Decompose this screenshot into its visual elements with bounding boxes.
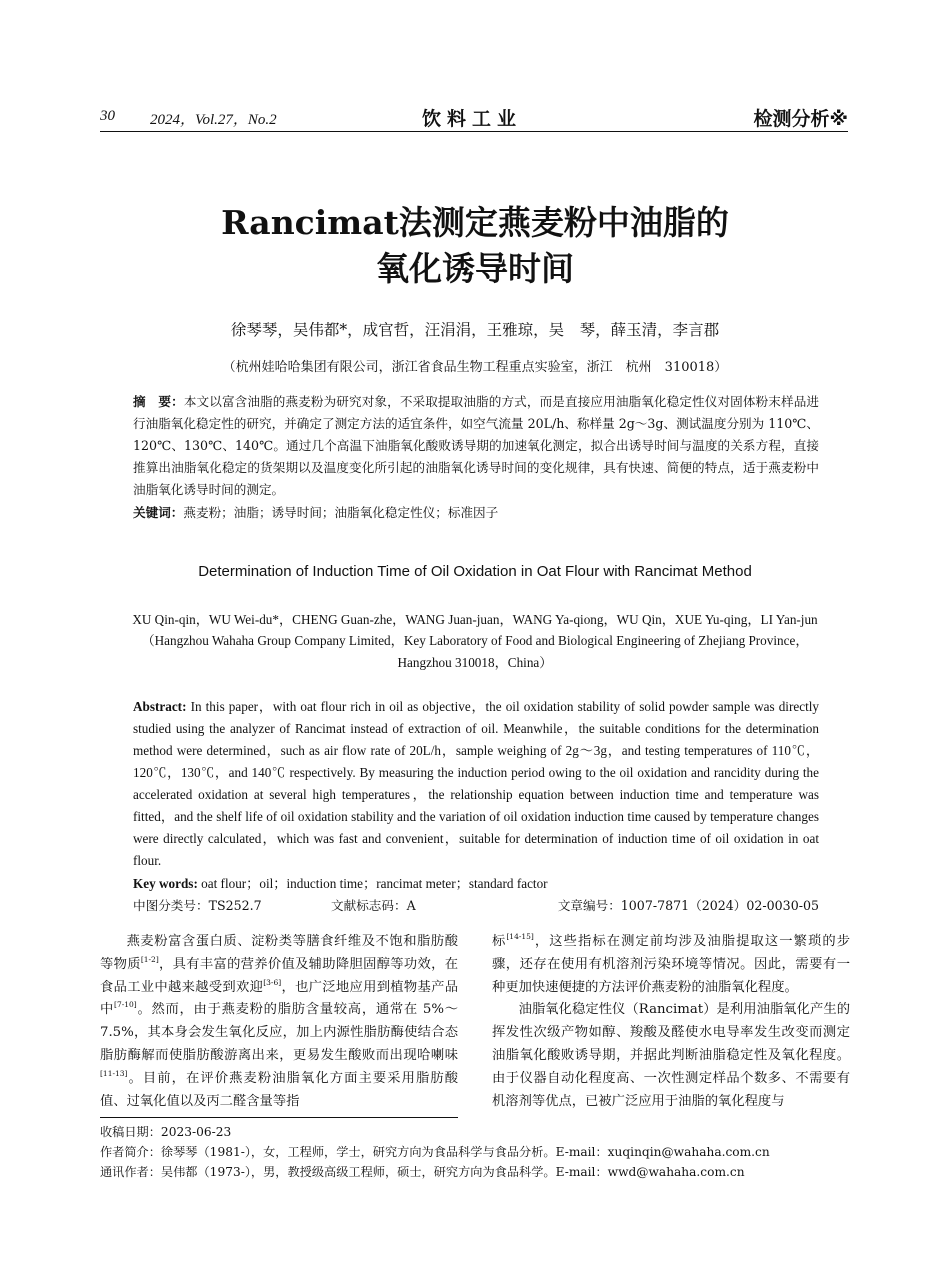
affiliation-cn: （杭州娃哈哈集团有限公司，浙江省食品生物工程重点实验室，浙江 杭州 310018） — [222, 360, 728, 375]
footnotes — [100, 1122, 848, 1182]
issue-info: 2024，Vol.27，No.2 — [150, 112, 277, 128]
column-name: 检测分析※ — [753, 108, 848, 130]
body-text: ，也广泛地应用到植物基产品中 — [100, 979, 459, 1018]
body-text: 燕麦粉富含蛋白质、淀粉类等膳食纤维及不饱和脂肪酸等物质 — [100, 934, 458, 972]
keywords-en — [133, 873, 819, 895]
keywords-en-text: oat flour；oil；induction time；rancimat meter；standard factor — [201, 876, 548, 891]
running-header — [100, 104, 848, 130]
body-column-left — [100, 931, 458, 1113]
affiliation-en-line-2: Hangzhou 310018，China） — [397, 655, 553, 670]
article-number: 文章编号：1007-7871（2024）02-0030-05 — [557, 898, 819, 913]
body-text: 油脂氧化稳定性仪（Rancimat）是利用油脂氧化产生的挥发性次级产物如醇、羧酸及醛使水电导率发生改变而测定油脂氧化酸败诱导期，并据此判断油脂稳定性及氧化程度。由于仪器自动化程度高、一次性测定样品个数多、不需要有机溶剂等优点，已被广泛应用于油脂的氧化程度与 — [492, 1002, 850, 1109]
body-text: 标 — [492, 934, 507, 949]
keywords-cn — [133, 502, 819, 524]
abstract-cn-text: 本文以富含油脂的燕麦粉为研究对象，不采取提取油脂的方式，而是直接应用油脂氧化稳定性仪对固体粉末样品进行油脂氧化稳定性的研究，并确定了测定方法的适宜条件，如空气流量 20L/h、称样量 2g～3g、测试温度分别为 110℃、120℃、130℃、140℃。通过几个高温下油脂氧化酸败诱导期的加速氧化测定，拟合出诱导时间与温度的关系方程，直接推算出油脂氧化稳定的货架期以及温度变化所引起的油脂氧化诱导时间的变化规律，具有快速、简便的特点，适于燕麦粉中油脂氧化诱导时间的测定。 — [133, 394, 820, 497]
author-bio: 作者简介：徐琴琴（1981-），女，工程师，学士，研究方向为食品科学与食品分析。E-mail：xuqinqin@wahaha.com.cn — [100, 1145, 770, 1159]
body-paragraph — [492, 999, 850, 1113]
abstract-en-label: Abstract: — [133, 699, 187, 714]
abstract-cn — [133, 391, 819, 501]
body-text: 。然而，由于燕麦粉的脂肪含量较高，通常在 5%～7.5%，其本身会发生氧化反应，加上内源性脂肪酶使结合态脂肪酶解而使脂肪酸游离出来，更易发生酸败而出现哈喇味 — [100, 1002, 459, 1063]
citation: [11-13] — [100, 1068, 128, 1078]
page-number: 30 — [100, 108, 115, 124]
keywords-cn-label: 关键词： — [133, 505, 184, 520]
classification-row — [133, 895, 819, 917]
body-text: 。目前，在评价燕麦粉油脂氧化方面主要采用脂肪酸值、过氧化值以及丙二醛含量等指 — [100, 1070, 458, 1109]
affiliation-en-line-1: （Hangzhou Wahaha Group Company Limited，Key Laboratory of Food and Biological Engineering of Zhejiang Province， — [141, 633, 809, 648]
body-paragraph — [100, 931, 458, 1113]
received-date: 收稿日期：2023-06-23 — [100, 1125, 232, 1139]
authors-en: XU Qin-qin，WU Wei-du*，CHENG Guan-zhe，WANG Juan-juan，WANG Ya-qiong，WU Qin，XUE Yu-qing，LI Yan-jun — [132, 612, 818, 627]
body-text: ，具有丰富的营养价值及辅助降胆固醇等功效，在食品工业中越来越受到欢迎 — [100, 956, 459, 995]
abstract-cn-label: 摘 要： — [133, 394, 184, 409]
article-title — [100, 200, 850, 292]
abstract-en — [133, 696, 819, 872]
authors-cn: 徐琴琴，吴伟都*，成官哲，汪涓涓，王雅琼，吴 琴，薛玉清，李言郡 — [230, 321, 720, 339]
document-code: 文献标志码：A — [331, 898, 416, 913]
footnote-rule — [100, 1117, 458, 1118]
abstract-en-text: In this paper，with oat flour rich in oil as objective，the oil oxidation stability of solid powder sample was directly studied using the analyzer of Rancimat instead of extraction of oil. Meanwhile，the suitable conditions for the determination method were determined，such as air flow rate of 20L/h，sample weighing of 2g～3g，and testing temperatures of 110℃，120℃，130℃，and 140℃ respectively. By measuring the induction period owing to the oil oxidation and rancidity during the accelerated oxidation at several high temperatures，the relationship equation between induction time and temperature was fitted，and the shelf life of oil oxidation stability and the variation of oil oxidation induction time caused by temperature changes were directly calculated，which was fast and convenient，suitable for determination of induction time of oil oxidation in oat flour. — [133, 699, 819, 868]
body-column-right — [492, 931, 850, 1113]
affiliation-en — [100, 630, 850, 674]
keywords-en-label: Key words: — [133, 876, 198, 891]
article-title-en: Determination of Induction Time of Oil Oxidation in Oat Flour with Rancimat Method — [198, 563, 752, 580]
title-line-1: Rancimat法测定燕麦粉中油脂的 — [221, 203, 729, 242]
corresponding-author: 通讯作者：吴伟都（1973-），男，教授级高级工程师，硕士，研究方向为食品科学。E-mail：wwd@wahaha.com.cn — [100, 1165, 745, 1179]
citation: [7-10] — [114, 1000, 137, 1010]
body-text: ，这些指标在测定前均涉及油脂提取这一繁琐的步骤，还存在使用有机溶剂污染环境等情况。因此，需要有一种更加快速便捷的方法评价燕麦粉的油脂氧化程度。 — [492, 934, 851, 995]
body-paragraph — [492, 931, 850, 999]
citation: [1-2] — [140, 954, 159, 964]
citation: [14-15] — [506, 932, 534, 941]
citation: [3-6] — [263, 977, 282, 987]
journal-name: 饮料工业 — [422, 108, 523, 130]
clc-number: 中图分类号：TS252.7 — [133, 898, 262, 913]
title-line-2: 氧化诱导时间 — [376, 249, 574, 288]
header-rule — [100, 131, 848, 132]
keywords-cn-text: 燕麦粉；油脂；诱导时间；油脂氧化稳定性仪；标准因子 — [183, 505, 499, 520]
